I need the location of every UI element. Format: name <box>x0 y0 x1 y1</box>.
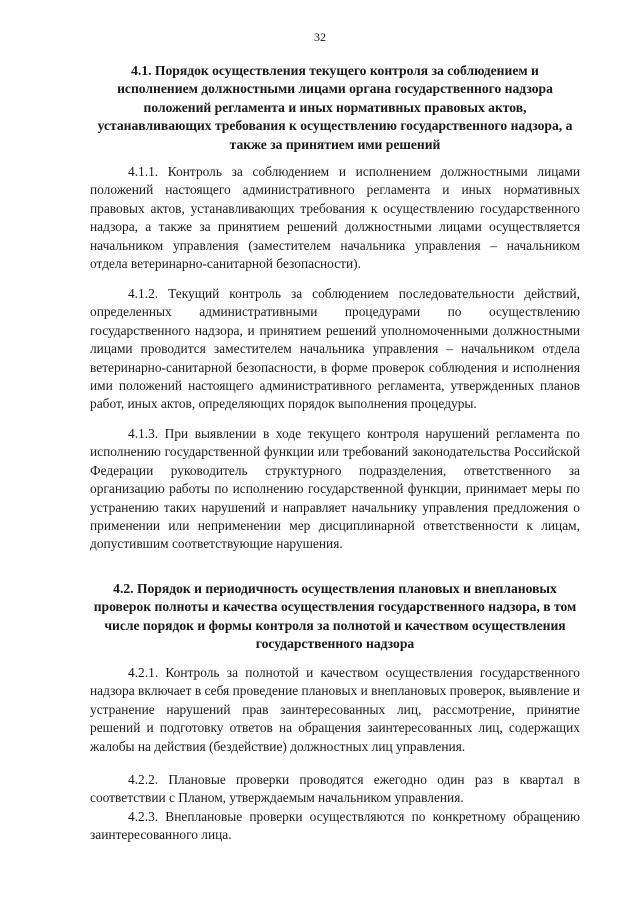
paragraph-4-2-2: 4.2.2. Плановые проверки проводятся ежегодно один раз в квартал в соответствии с Планом, утверждаемым начальником управления. <box>90 772 580 806</box>
section-4-2-title: 4.2. Порядок и периодичность осуществления плановых и внеплановых проверок полноты и качества осуществления государственного надзора, в том числе порядок и формы контроля за полнотой и качеством осуществления государственного надзора <box>93 581 577 652</box>
section-4-1-title: 4.1. Порядок осуществления текущего контроля за соблюдением и исполнением должностными лицами органа государственного надзора положений регламента и иных нормативных правовых актов, устанавливающих требования к осуществлению государственного надзора, а также за принятием ими решений <box>97 63 573 152</box>
page-number: 32 <box>314 30 326 44</box>
paragraph-4-1-3: 4.1.3. При выявлении в ходе текущего контроля нарушений регламента по исполнению государственной функции или требований законодательства Российской Федерации руководитель структурного подразделения, ответственного за организацию работы по исполнению государственной функции, принимает меры по устранению таких нарушений и направляет начальнику управления предложения о применении или неприменении мер дисциплинарной ответственности к лицам, допустившим соответствующие нарушения. <box>90 426 580 552</box>
paragraph-4-1-2: 4.1.2. Текущий контроль за соблюдением последовательности действий, определенных административными процедурами по осуществлению государственного надзора, и принятием решений уполномоченными должностными лицами проводится заместителем начальника управления – начальником отдела ветеринарно-санитарной безопасности, в форме проверок соблюдения и исполнения ими положений настоящего административного регламента, утвержденных планов работ, иных актов, определяющих порядок выполнения процедуры. <box>90 286 580 412</box>
paragraph-4-2-1: 4.2.1. Контроль за полнотой и качеством осуществления государственного надзора включает в себя проведение плановых и внеплановых проверок, выявление и устранение нарушений прав заинтересованных лиц, рассмотрение, принятие решений и подготовку ответов на обращения заинтересованных лиц, содержащих жалобы на действия (бездействие) должностных лиц управления. <box>90 665 580 754</box>
paragraph-4-2-3: 4.2.3. Внеплановые проверки осуществляются по конкретному обращению заинтересованного лица. <box>90 809 580 843</box>
paragraph-4-1-1: 4.1.1. Контроль за соблюдением и исполнением должностными лицами положений настоящего административного регламента и иных нормативных правовых актов, устанавливающих требования к осуществлению государственного надзора, а также за принятием решений должностными лицами осуществляется начальником управления (заместителем начальника управления – начальником отдела ветеринарно-санитарной безопасности). <box>90 164 580 272</box>
